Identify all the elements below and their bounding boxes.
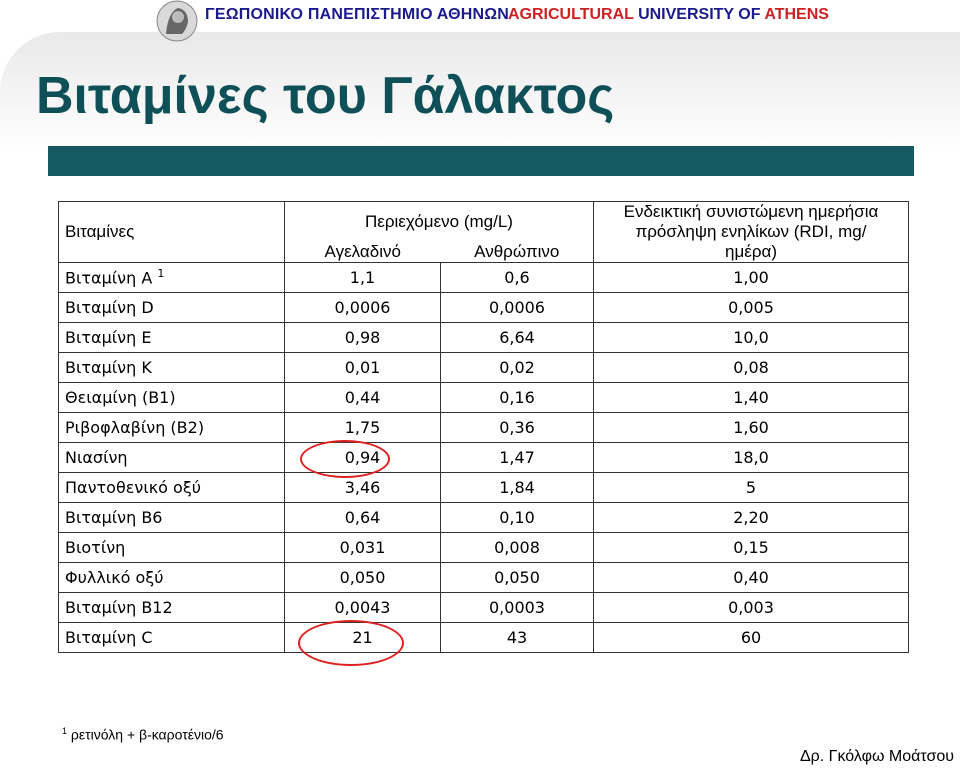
human-value-cell <box>441 533 594 563</box>
table-row <box>59 293 909 323</box>
vitamin-name-cell <box>59 353 285 383</box>
rdi-value-cell-text: 1,40 <box>733 388 769 407</box>
vitamin-name-cell-text: Ριβοφλαβίνη (Β2) <box>65 418 205 437</box>
cow-value-cell-text: 1,75 <box>344 418 381 437</box>
table-row <box>59 413 909 443</box>
rdi-value-cell <box>594 323 909 353</box>
cow-value-cell <box>285 473 441 503</box>
human-value-cell-text: 6,64 <box>499 328 535 347</box>
highlight-circle-b12 <box>298 620 404 666</box>
vitamin-name-cell-text: Θειαμίνη (Β1) <box>65 388 176 407</box>
university-name-greek: ΓΕΩΠΟΝΙΚΟ ΠΑΝΕΠΙΣΤΗΜΙΟ ΑΘΗΝΩΝ <box>205 6 510 23</box>
rdi-value-cell <box>594 623 909 653</box>
cow-value-cell-text: 0,44 <box>344 388 381 407</box>
cow-value-cell-text: 0,94 <box>344 448 381 467</box>
human-value-cell <box>441 263 594 293</box>
vitamin-name-cell <box>59 293 285 323</box>
human-value-cell <box>441 623 594 653</box>
rdi-value-cell <box>594 383 909 413</box>
rdi-value-cell-text: 18,0 <box>733 448 769 467</box>
vitamin-name-cell-text: Βιταμίνη Ε <box>65 328 152 347</box>
human-value-cell <box>441 443 594 473</box>
vitamin-name-cell <box>59 443 285 473</box>
cow-value-cell-text: 3,46 <box>344 478 381 497</box>
rdi-value-cell <box>594 443 909 473</box>
university-name-part: OF <box>738 6 761 23</box>
vitamin-name-cell-text: Βιταμίνη Β12 <box>65 598 173 617</box>
rdi-value-cell-text: 0,08 <box>733 358 769 377</box>
rdi-value-cell <box>594 473 909 503</box>
cow-value-cell <box>285 593 441 623</box>
header-content-group <box>285 202 594 233</box>
rdi-value-cell <box>594 263 909 293</box>
rdi-value-cell <box>594 413 909 443</box>
table-row <box>59 323 909 353</box>
cow-value-cell-text: 0,050 <box>339 568 386 587</box>
vitamin-name-cell <box>59 383 285 413</box>
cow-value-cell <box>285 413 441 443</box>
human-value-cell <box>441 383 594 413</box>
cow-value-cell <box>285 353 441 383</box>
human-value-cell-text: 0,0006 <box>489 298 545 317</box>
cow-value-cell-text: 0,0043 <box>334 598 391 617</box>
human-value-cell-text: 0,36 <box>499 418 535 437</box>
cow-value-cell-text: 0,64 <box>344 508 381 527</box>
table-row <box>59 383 909 413</box>
header-cow: Αγελαδινό <box>285 232 441 263</box>
vitamin-name-cell-text: Βιταμίνη Κ <box>65 358 152 377</box>
rdi-value-cell-text: 2,20 <box>733 508 769 527</box>
rdi-value-cell <box>594 533 909 563</box>
vitamin-name-cell <box>59 413 285 443</box>
cow-value-cell <box>285 263 441 293</box>
vitamin-name-cell <box>59 563 285 593</box>
rdi-value-cell-text: 60 <box>740 628 762 647</box>
rdi-value-cell-text: 1,60 <box>733 418 769 437</box>
table-row <box>59 443 909 473</box>
rdi-value-cell-text: 10,0 <box>733 328 769 347</box>
rdi-value-cell-text: 0,15 <box>733 538 769 557</box>
footnote-marker: 1 <box>62 726 68 736</box>
human-value-cell-text: 1,84 <box>499 478 535 497</box>
vitamin-name-cell <box>59 533 285 563</box>
cow-value-cell-text: 0,031 <box>339 538 386 557</box>
header-content-label: Περιεχόμενο (mg/L) <box>365 212 513 231</box>
vitamin-name-cell-text: Βιταμίνη Α <box>65 268 153 288</box>
university-name-english <box>508 6 829 24</box>
human-value-cell <box>441 563 594 593</box>
vitamin-name-cell-text: Βιταμίνη D <box>65 298 154 317</box>
human-value-cell <box>441 323 594 353</box>
human-value-cell <box>441 473 594 503</box>
rdi-value-cell <box>594 563 909 593</box>
cow-value-cell <box>285 383 441 413</box>
university-name-part: ATHENS <box>760 6 829 23</box>
header-rdi <box>594 202 909 263</box>
title-divider-bar <box>48 146 914 176</box>
human-value-cell <box>441 593 594 623</box>
vitamin-name-cell <box>59 593 285 623</box>
cow-value-cell <box>285 563 441 593</box>
footnote <box>62 726 224 743</box>
author-credit: Δρ. Γκόλφω Μοάτσου <box>799 748 954 765</box>
rdi-value-cell-text: 0,003 <box>728 598 774 617</box>
vitamin-name-cell <box>59 263 285 293</box>
table-body <box>59 263 909 653</box>
table-row <box>59 353 909 383</box>
rdi-value-cell-text: 5 <box>745 478 757 497</box>
table-row <box>59 263 909 293</box>
rdi-value-cell-text: 1,00 <box>733 268 769 287</box>
header-rdi-label: Ενδεικτική συνιστώμενη ημερήσια πρόσληψη ενηλίκων (RDI, mg/ημέρα) <box>623 202 879 261</box>
human-value-cell-text: 0,0003 <box>489 598 545 617</box>
vitamin-name-cell-text: Βιοτίνη <box>65 538 126 557</box>
table-row <box>59 533 909 563</box>
header-vitamins: Βιταμίνες <box>59 202 285 263</box>
human-value-cell-text: 43 <box>506 628 528 647</box>
human-value-cell-text: 0,008 <box>494 538 540 557</box>
table-row <box>59 623 909 653</box>
table-row <box>59 473 909 503</box>
vitamin-name-cell-text: Νιασίνη <box>65 448 128 467</box>
university-name-part: UNIVERSITY <box>633 6 739 23</box>
human-value-cell <box>441 353 594 383</box>
human-value-cell <box>441 503 594 533</box>
footnote-ref: 1 <box>157 267 165 281</box>
cow-value-cell-text: 1,1 <box>349 268 376 287</box>
footnote-text: ρετινόλη + β-καροτένιο/6 <box>67 726 224 743</box>
highlight-circle-b2 <box>300 440 390 478</box>
human-value-cell-text: 0,16 <box>499 388 535 407</box>
cow-value-cell-text: 21 <box>352 628 373 647</box>
table-header-row <box>59 202 909 233</box>
rdi-value-cell <box>594 293 909 323</box>
cow-value-cell-text: 0,0006 <box>334 298 391 317</box>
human-value-cell-text: 0,10 <box>499 508 535 527</box>
human-value-cell-text: 0,6 <box>504 268 530 287</box>
human-value-cell <box>441 293 594 323</box>
cow-value-cell <box>285 323 441 353</box>
vitamin-name-cell <box>59 503 285 533</box>
cow-value-cell <box>285 533 441 563</box>
table-row <box>59 503 909 533</box>
vitamin-name-cell <box>59 473 285 503</box>
cow-value-cell-text: 0,01 <box>344 358 381 377</box>
cow-value-cell-text: 0,98 <box>344 328 381 347</box>
rdi-value-cell <box>594 503 909 533</box>
page-title: Βιταμίνες του Γάλακτος <box>36 67 615 125</box>
human-value-cell-text: 0,02 <box>499 358 535 377</box>
university-name-part: AGRICULTURAL <box>508 6 634 23</box>
vitamin-name-cell-text: Βιταμίνη Β6 <box>65 508 163 527</box>
human-value-cell-text: 1,47 <box>499 448 535 467</box>
human-value-cell-text: 0,050 <box>494 568 540 587</box>
vitamins-table <box>58 201 909 653</box>
header-human: Ανθρώπινο <box>441 232 594 263</box>
cow-value-cell <box>285 503 441 533</box>
rdi-value-cell-text: 0,40 <box>733 568 769 587</box>
human-value-cell <box>441 413 594 443</box>
vitamin-name-cell <box>59 323 285 353</box>
table-row <box>59 593 909 623</box>
rdi-value-cell <box>594 353 909 383</box>
vitamin-name-cell-text: Φυλλικό οξύ <box>65 568 164 587</box>
rdi-value-cell <box>594 593 909 623</box>
cow-value-cell <box>285 293 441 323</box>
vitamin-name-cell-text: Παντοθενικό οξύ <box>65 478 201 497</box>
rdi-value-cell-text: 0,005 <box>728 298 774 317</box>
table-row <box>59 563 909 593</box>
vitamin-name-cell-text: Βιταμίνη C <box>65 628 153 647</box>
university-logo-icon <box>152 0 202 42</box>
vitamin-name-cell <box>59 623 285 653</box>
